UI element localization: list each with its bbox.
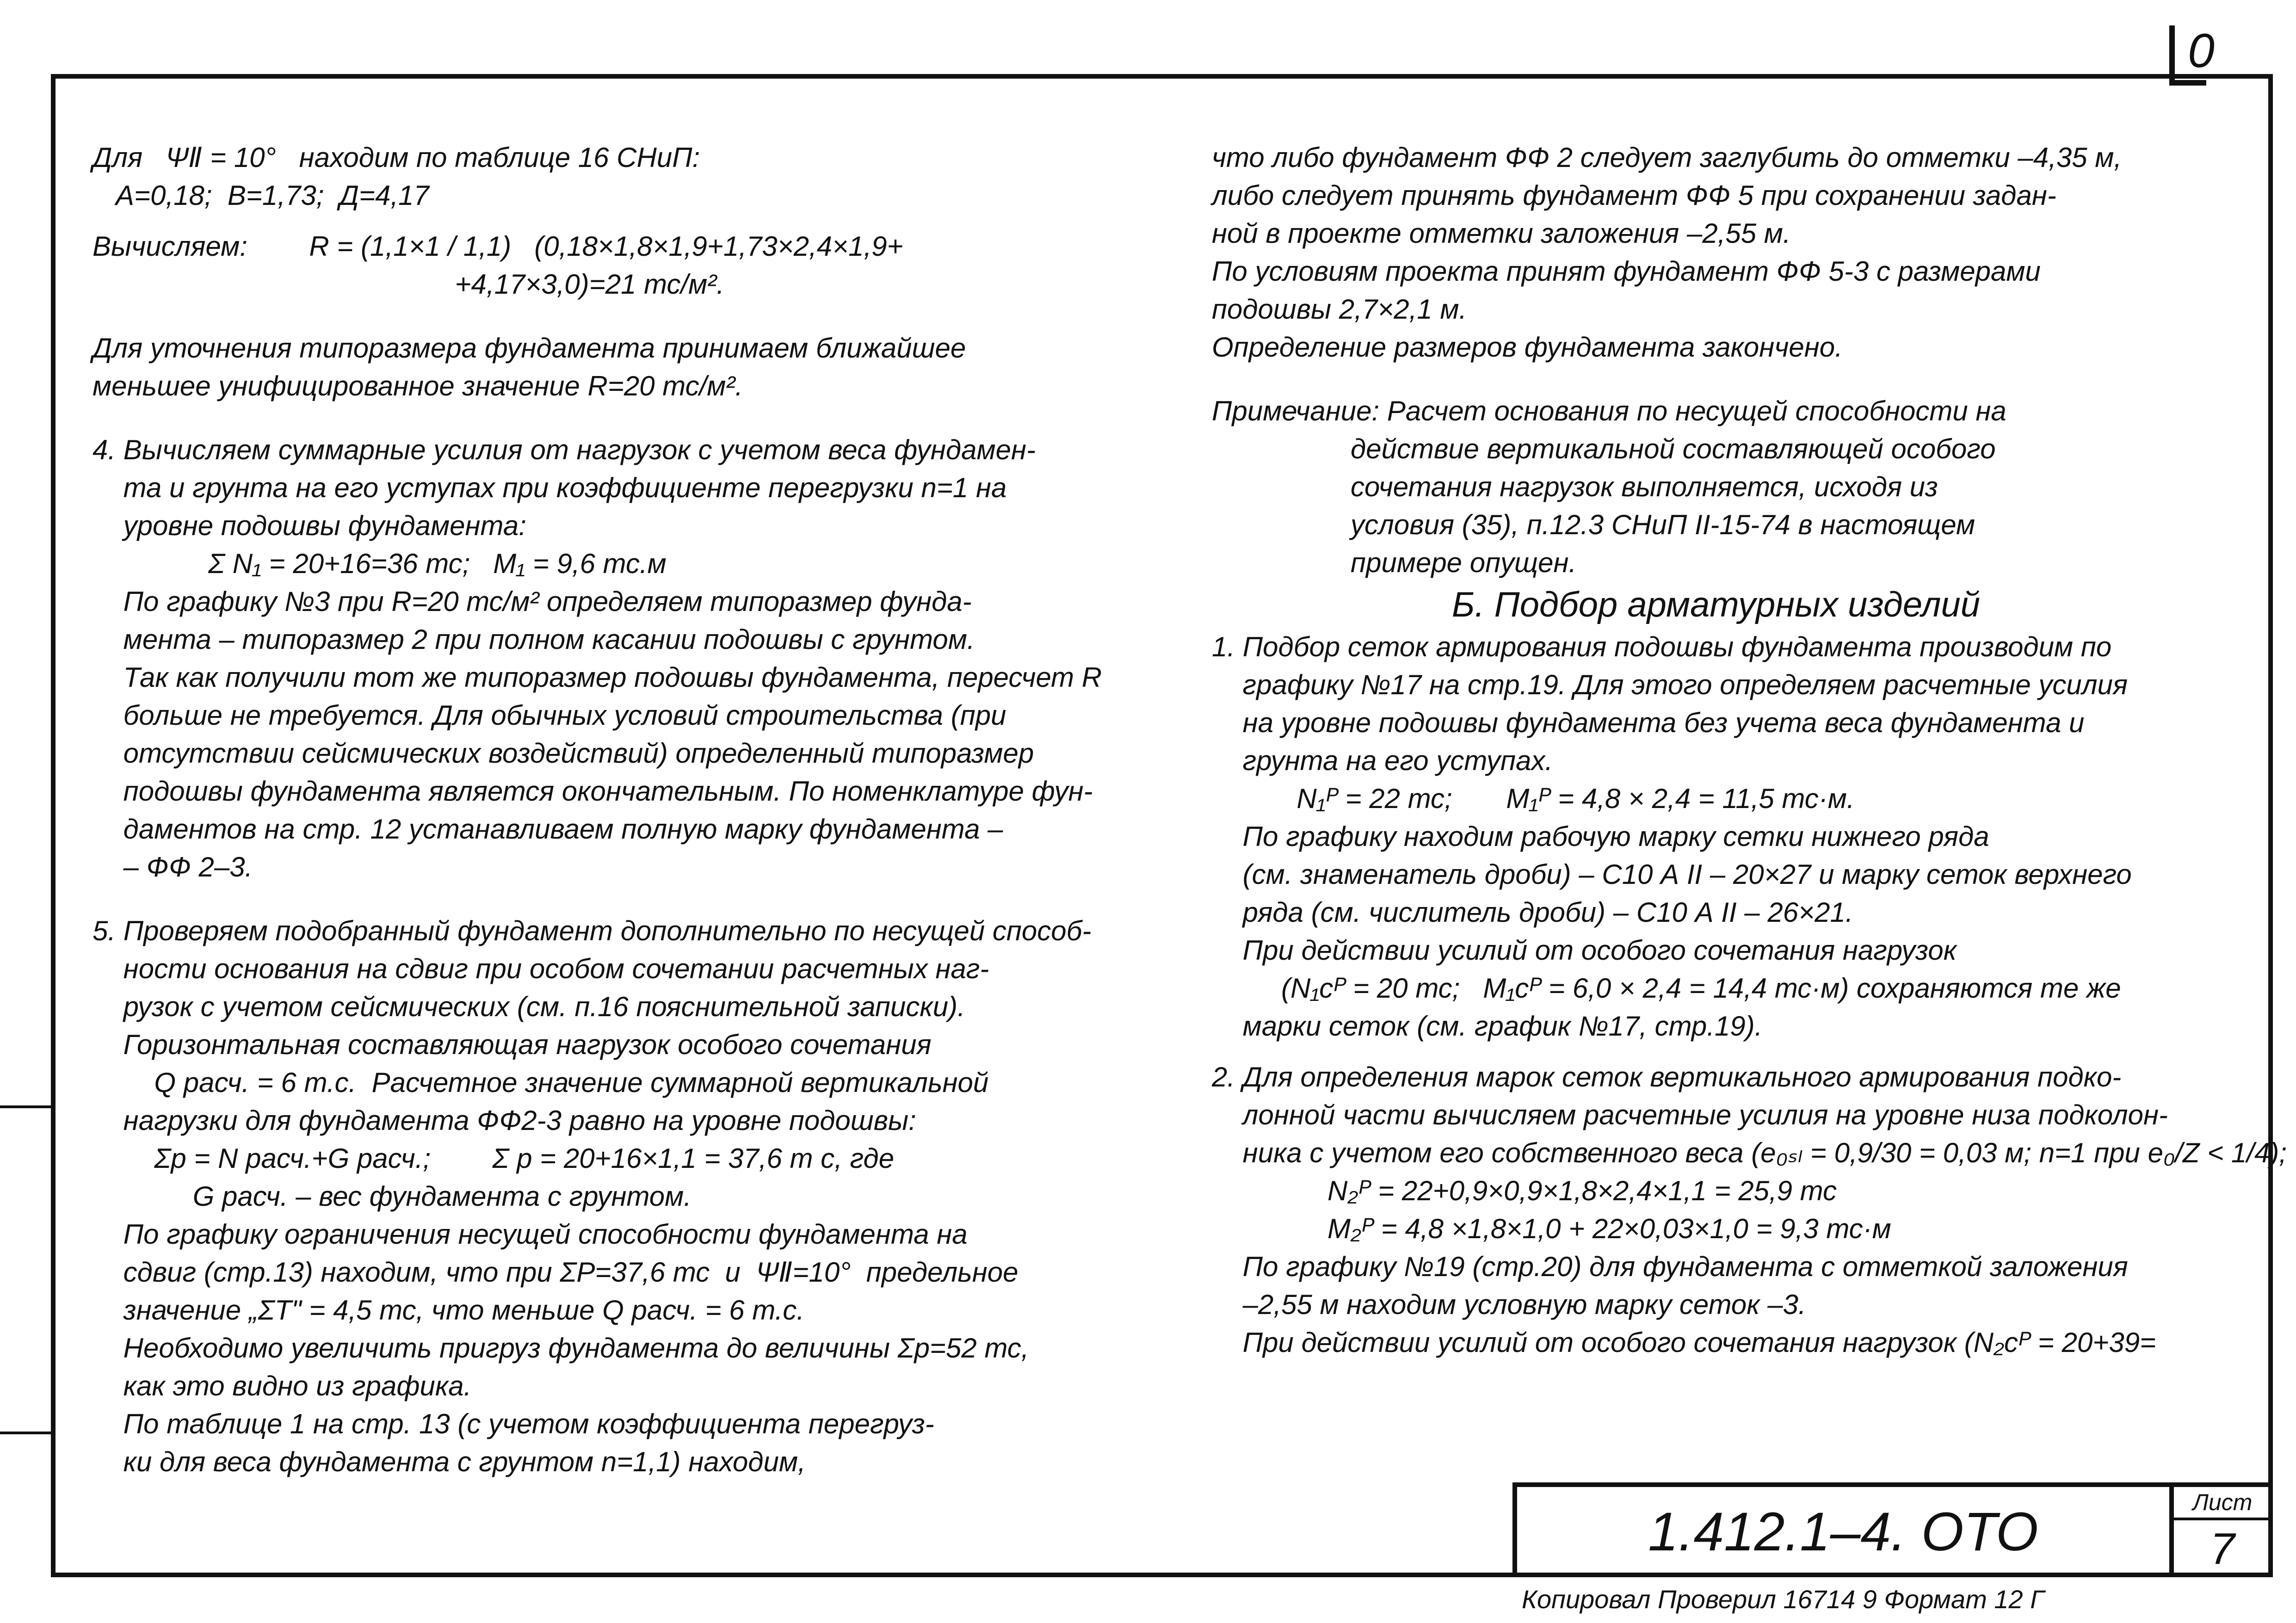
paragraph-5-line: нагрузки для фундамента ФФ2-3 равно на уровне подошвы: [93,1105,916,1136]
formula-line: N₁ᴾ = 22 тс; M₁ᴾ = 4,8 × 2,4 = 11,5 тс·м. [1212,783,1855,814]
paragraph-5-line: как это видно из графика. [93,1370,472,1401]
note-line: действие вертикальной составляющей особого [1212,433,1996,464]
paragraph-5-line: сдвиг (стр.13) находим, что при ΣP=37,6 тс и ΨⅡ=10° предельное [93,1257,1018,1288]
paragraph-5-line: По таблице 1 на стр. 13 (с учетом коэффициента перегруз- [93,1408,934,1439]
paragraph-4-line: – ФФ 2–3. [93,852,253,882]
paragraph-4-line: подошвы фундамента является окончательным. По номенклатуре фун- [93,776,1093,807]
paragraph-4-line: 4. Вычисляем суммарные усилия от нагрузок с учетом веса фундамен- [93,434,1036,465]
formula-line: Вычисляем: R = (1,1×1 / 1,1) (0,18×1,8×1,9+1,73×2,4×1,9+ [93,231,903,262]
text-line: ной в проекте отметки заложения –2,55 м. [1212,218,1791,249]
formula-line: Σ N₁ = 20+16=36 тс; M₁ = 9,6 тс.м [93,548,667,579]
paragraph-2-line: лонной части вычисляем расчетные усилия на уровне низа подколон- [1212,1099,2168,1130]
paragraph-4-line: та и грунта на его уступах при коэффициенте перегрузки n=1 на [93,472,1007,503]
sheet-label: Лист [2174,1487,2271,1520]
title-block-stamp [1512,1482,2271,1577]
note-line: условия (35), п.12.3 СНиП II-15-74 в настоящем [1212,509,1975,540]
document-code: 1.412.1–4. ОТО [1648,1501,2038,1562]
text-line: Для ΨⅡ = 10° находим по таблице 16 СНиП: [93,142,700,173]
paragraph-4-line: больше не требуется. Для обычных условий строительства (при [93,700,1006,731]
paragraph-1-line: По графику находим рабочую марку сетки нижнего ряда [1212,821,1989,852]
right-column [1212,139,2287,1362]
paragraph-2-line: При действии усилий от особого сочетания нагрузок (N₂cᴾ = 20+39= [1212,1327,2156,1358]
note-line: сочетания нагрузок выполняется, исходя из [1212,471,1938,502]
paragraph-4-line: уровне подошвы фундамента: [93,510,526,541]
footer-signatures: Копировал Проверил 16714 9 Формат 12 Г [1522,1585,2044,1614]
text-line: меньшее унифицированное значение R=20 тс/м². [93,370,743,401]
formula-line: N₂ᴾ = 22+0,9×0,9×1,8×2,4×1,1 = 25,9 тс [1212,1175,1837,1206]
paragraph-1-line: грунта на его уступах. [1212,745,1553,776]
paragraph-5-line: значение „ΣT" = 4,5 тс, что меньше Q расч. = 6 т.с. [93,1295,804,1326]
paragraph-2-line: ника с учетом его собственного веса (e₀ₛₗ = 0,9/30 = 0,03 м; n=1 при e₀/Z < 1/4); [1212,1137,2287,1168]
paragraph-5-line: ки для веса фундамента с грунтом n=1,1) находим, [93,1446,806,1477]
paragraph-4-line: даментов на стр. 12 устанавливаем полную марку фундамента – [93,814,1003,845]
text-line: По условиям проекта принят фундамент ФФ 5-3 с размерами [1212,256,2041,287]
text-line: подошвы 2,7×2,1 м. [1212,294,1467,325]
binding-tick-upper [0,1105,51,1108]
formula-line: (N₁cᴾ = 20 тс; M₁cᴾ = 6,0 × 2,4 = 14,4 тс·м) сохраняются те же [1212,973,2121,1004]
text-line: что либо фундамент ФФ 2 следует заглубить до отметки –4,35 м, [1212,142,2122,173]
note-line: Примечание: Расчет основания по несущей способности на [1212,395,2006,426]
paragraph-5-line: 5. Проверяем подобранный фундамент дополнительно по несущей способ- [93,915,1092,946]
paragraph-5-line: По графику ограничения несущей способности фундамента на [93,1219,968,1250]
paragraph-5-line: рузок с учетом сейсмических (см. п.16 пояснительной записки). [93,991,965,1022]
paragraph-4-line: отсутствии сейсмических воздействий) определенный типоразмер [93,738,1034,769]
paragraph-5-line: G расч. – вес фундамента с грунтом. [93,1181,691,1212]
formula-line: M₂ᴾ = 4,8 ×1,8×1,0 + 22×0,03×1,0 = 9,3 тс·м [1212,1213,1891,1244]
paragraph-5-line: Необходимо увеличить пригруз фундамента до величины Σp=52 тс, [93,1333,1029,1364]
formula-line: Σp = N расч.+G расч.; Σ p = 20+16×1,1 = 37,6 т с, где [93,1143,895,1174]
text-line: либо следует принять фундамент ФФ 5 при сохранении задан- [1212,180,2056,211]
paragraph-1-line: графику №17 на стр.19. Для этого определяем расчетные усилия [1212,669,2128,700]
paragraph-4-line: Так как получили тот же типоразмер подошвы фундамента, пересчет R [93,662,1102,693]
section-heading: Б. Подбор арматурных изделий [1451,585,1981,624]
paragraph-1-line: на уровне подошвы фундамента без учета веса фундамента и [1212,707,2085,738]
paragraph-2-line: –2,55 м находим условную марку сеток –3. [1212,1289,1806,1320]
paragraph-1-line: При действии усилий от особого сочетания нагрузок [1212,935,1957,966]
stamp-divider [2169,1487,2174,1577]
paragraph-1-line: (см. знаменатель дроби) – С10 А II – 20×27 и марку сеток верхнего [1212,859,2132,890]
paragraph-5-line: Q расч. = 6 т.с. Расчетное значение суммарной вертикальной [93,1067,989,1098]
paragraph-4-line: мента – типоразмер 2 при полном касании подошвы с грунтом. [93,624,975,655]
paragraph-1-line: марки сеток (см. график №17, стр.19). [1212,1011,1763,1042]
text-line: Определение размеров фундамента закончено. [1212,332,1843,363]
paragraph-1-line: ряда (см. числитель дроби) – С10 А II – 26×21. [1212,897,1853,928]
left-column [93,139,1110,1481]
text-line: Для уточнения типоразмера фундамента принимаем ближайшее [93,333,966,364]
paragraph-4-line: По графику №3 при R=20 тс/м² определяем типоразмер фунда- [93,586,972,617]
binding-tick-lower [0,1432,51,1434]
paragraph-1-line: 1. Подбор сеток армирования подошвы фундамента производим по [1212,631,2112,662]
paragraph-5-line: ности основания на сдвиг при особом сочетании расчетных наг- [93,953,989,984]
sheet-number: 7 [2210,1524,2235,1574]
text-line: А=0,18; В=1,73; Д=4,17 [93,180,429,211]
corner-mark-text: 0 [2188,24,2215,78]
note-line: примере опущен. [1212,547,1577,578]
paragraph-2-line: 2. Для определения марок сеток вертикального армирования подко- [1212,1061,2122,1092]
formula-line: +4,17×3,0)=21 тс/м². [93,269,724,300]
paragraph-5-line: Горизонтальная составляющая нагрузок особого сочетания [93,1029,932,1060]
paragraph-2-line: По графику №19 (стр.20) для фундамента с отметкой заложения [1212,1251,2128,1282]
